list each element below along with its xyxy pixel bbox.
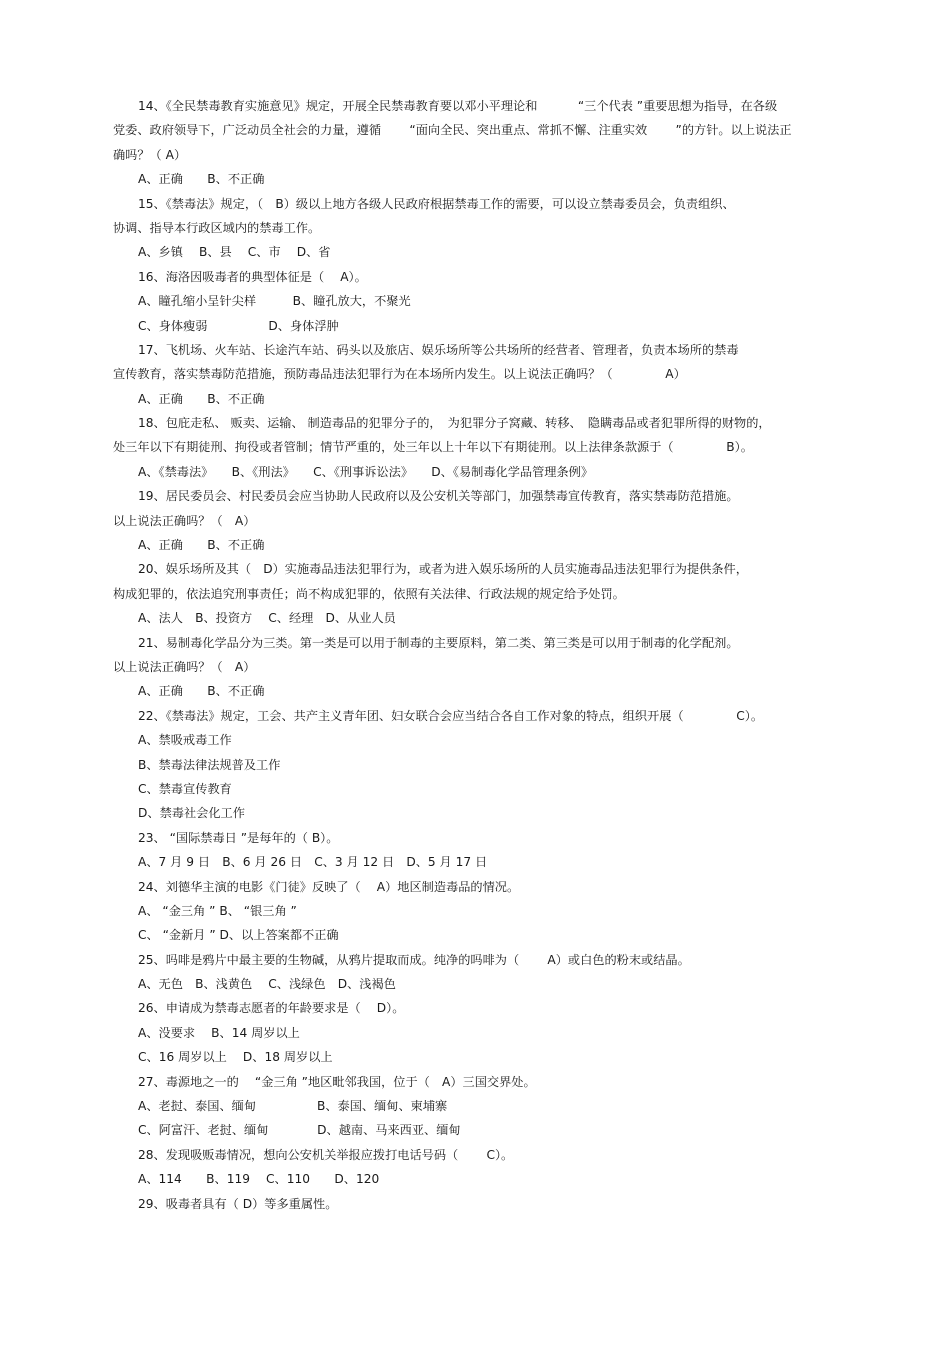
text-line: 构成犯罪的，依法追究刑事责任；尚不构成犯罪的，依照有关法律、行政法规的规定给予处罚。 — [113, 586, 625, 601]
text-line: 以上说法正确吗？（ A） — [113, 513, 256, 528]
text-line: 处三年以下有期徒刑、拘役或者管制；情节严重的，处三年以上十年以下有期徒刑。以上法律条款源于（ B）。 — [113, 440, 753, 455]
text-line: A、正确 B、不正确 — [138, 684, 265, 699]
text-line: A、乡镇 B、县 C、市 D、省 — [138, 245, 331, 260]
text-line: A、正确 B、不正确 — [138, 172, 265, 187]
text-line: A、无色 B、浅黄色 C、浅绿色 D、浅褐色 — [138, 977, 396, 992]
text-line: 以上说法正确吗？（ A） — [113, 659, 256, 674]
text-line: A、老挝、泰国、缅甸 B、泰国、缅甸、柬埔寨 — [138, 1099, 448, 1114]
text-line: C、禁毒宣传教育 — [138, 781, 232, 796]
text-line: A、《禁毒法》 B、《刑法》 C、《刑事诉讼法》 D、《易制毒化学品管理条例》 — [138, 464, 594, 479]
text-line: 23、 “国际禁毒日 ”是每年的（ B）。 — [138, 830, 339, 845]
text-line: 16、海洛因吸毒者的典型体征是（ A）。 — [138, 269, 367, 284]
text-line: B、禁毒法律法规普及工作 — [138, 757, 281, 772]
text-line: C、身体瘦弱 D、身体浮肿 — [138, 318, 339, 333]
text-line: A、7 月 9 日 B、6 月 26 日 C、3 月 12 日 D、5 月 17 日 — [138, 855, 488, 870]
text-line: A、正确 B、不正确 — [138, 391, 265, 406]
text-line: 协调、指导本行政区域内的禁毒工作。 — [113, 220, 321, 235]
text-line: 27、毒源地之一的 “金三角 ”地区毗邻我国，位于（ A）三国交界处。 — [138, 1074, 536, 1089]
text-line: C、阿富汗、老挝、缅甸 D、越南、马来西亚、缅甸 — [138, 1123, 461, 1138]
text-line: 党委、政府领导下，广泛动员全社会的力量，遵循 “面向全民、突出重点、常抓不懈、注重实效 ”的方针。以上说法正 — [113, 123, 792, 138]
text-line: 14、《全民禁毒教育实施意见》规定，开展全民禁毒教育要以邓小平理论和 “三个代表 ”重要思想为指导，在各级 — [138, 99, 778, 113]
text-line: C、 “金新月 ” D、以上答案都不正确 — [138, 928, 339, 943]
text-line: C、16 周岁以上 D、18 周岁以上 — [138, 1050, 333, 1065]
text-line: 20、娱乐场所及其（ D）实施毒品违法犯罪行为，或者为进入娱乐场所的人员实施毒品违法犯罪行为提供条件， — [138, 562, 748, 577]
text-line: D、禁毒社会化工作 — [138, 806, 245, 821]
text-line: 确吗？（ A） — [113, 147, 187, 162]
text-line: 24、刘德华主演的电影《门徒》反映了（ A）地区制造毒品的情况。 — [138, 879, 520, 894]
text-line: A、禁吸戒毒工作 — [138, 733, 232, 748]
text-line: A、正确 B、不正确 — [138, 538, 265, 553]
text-line: A、114 B、119 C、110 D、120 — [138, 1172, 380, 1187]
text-line: A、 “金三角 ” B、 “银三角 ” — [138, 903, 297, 918]
question-list — [113, 94, 833, 1216]
text-line: 21、易制毒化学品分为三类。第一类是可以用于制毒的主要原料，第二类、第三类是可以用于制毒的化学配剂。 — [138, 635, 739, 650]
text-line: 17、飞机场、火车站、长途汽车站、码头以及旅店、娱乐场所等公共场所的经营者、管理者，负责本场所的禁毒 — [138, 342, 739, 357]
text-line: A、没要求 B、14 周岁以上 — [138, 1025, 300, 1040]
text-line: 26、申请成为禁毒志愿者的年龄要求是（ D）。 — [138, 1001, 405, 1016]
text-line: 15、《禁毒法》规定，（ B）级以上地方各级人民政府根据禁毒工作的需要，可以设立禁毒委员会，负责组织、 — [138, 196, 735, 211]
text-line: 18、包庇走私、 贩卖、运输、 制造毒品的犯罪分子的， 为犯罪分子窝藏、转移、 隐瞒毒品或者犯罪所得的财物的， — [138, 416, 771, 431]
text-line: 22、《禁毒法》规定，工会、共产主义青年团、妇女联合会应当结合各自工作对象的特点，组织开展（ C）。 — [138, 708, 764, 723]
text-line: 29、吸毒者具有（ D）等多重属性。 — [138, 1196, 338, 1211]
text-line: 28、发现吸贩毒情况，想向公安机关举报应拨打电话号码（ C）。 — [138, 1147, 514, 1162]
text-line: 宣传教育，落实禁毒防范措施，预防毒品违法犯罪行为在本场所内发生。以上说法正确吗？（ A） — [113, 367, 686, 382]
text-line: 19、居民委员会、村民委员会应当协助人民政府以及公安机关等部门，加强禁毒宣传教育，落实禁毒防范措施。 — [138, 489, 739, 504]
text-line: A、瞳孔缩小呈针尖样 B、瞳孔放大，不聚光 — [138, 294, 411, 309]
text-line: 25、吗啡是鸦片中最主要的生物碱，从鸦片提取而成。纯净的吗啡为（ A）或白色的粉末或结晶。 — [138, 952, 690, 967]
text-line: A、法人 B、投资方 C、经理 D、从业人员 — [138, 611, 396, 626]
